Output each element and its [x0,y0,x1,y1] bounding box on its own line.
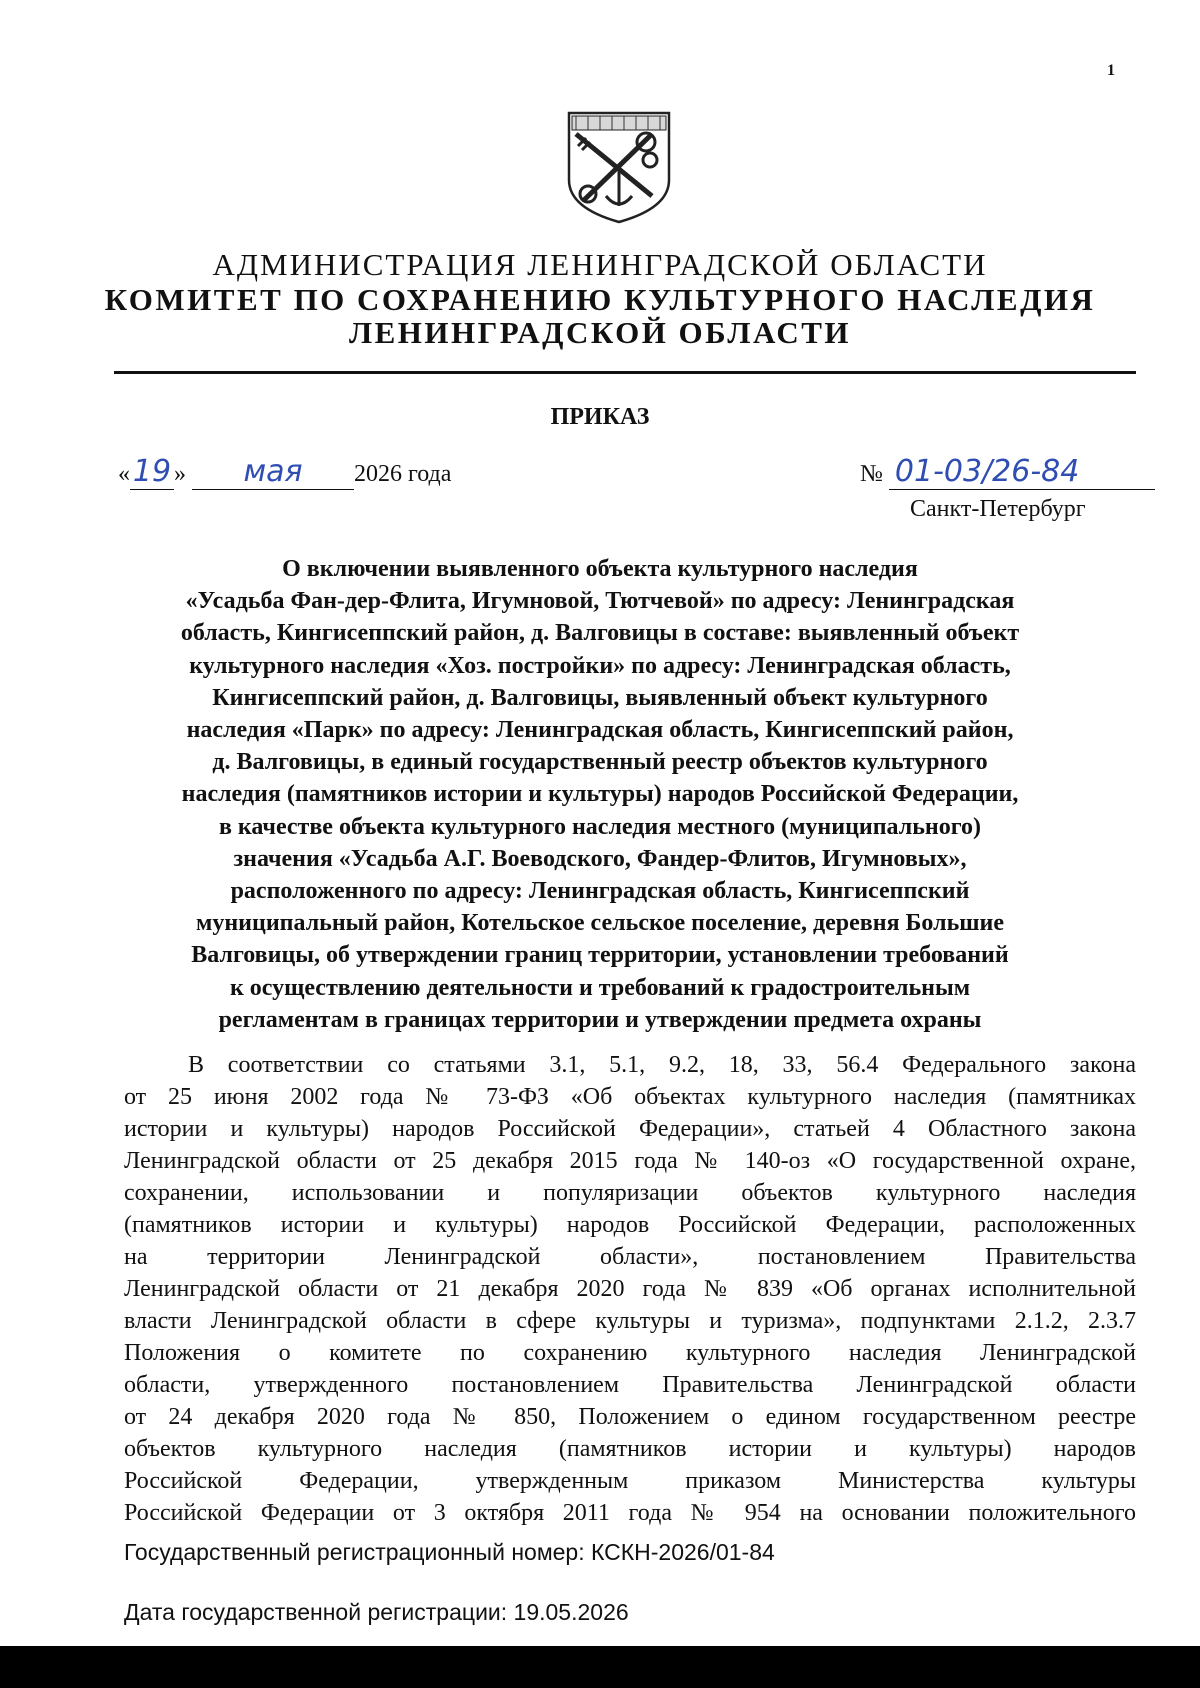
handwritten-month: мая [192,454,354,490]
scan-bottom-border [0,1646,1200,1688]
title-line: муниципальный район, Котельское сельское поселение, деревня Большие [196,910,1004,937]
body-line: (памятников истории и культуры) народов Российской Федерации, расположенных [124,1212,1136,1238]
body-line: от 25 июня 2002 года № 73-ФЗ «Об объектах культурного наследия (памятниках [124,1084,1136,1110]
body-line: В соответствии со статьями 3.1, 5.1, 9.2, 18, 33, 56.4 Федерального закона [188,1052,1136,1078]
title-line: О включении выявленного объекта культурного наследия [282,556,918,582]
body-line: сохранении, использовании и популяризации объектов культурного наследия [124,1180,1136,1206]
body-line: области, утвержденного постановлением Правительства Ленинградской области [124,1372,1136,1398]
body-line: Положения о комитете по сохранению культурного наследия Ленинградской [124,1340,1136,1366]
registration-number: Государственный регистрационный номер: КСКН-2026/01-84 [124,1539,775,1565]
title-line: наследия «Парк» по адресу: Ленинградская область, Кингисеппский район, [186,717,1014,744]
body-line: на территории Ленинградской области», постановлением Правительства [124,1244,1136,1270]
title-line: наследия (памятников истории и культуры) народов Российской Федерации, [181,781,1019,808]
administration-name: АДМИНИСТРАЦИЯ ЛЕНИНГРАДСКОЙ ОБЛАСТИ [212,247,988,282]
body-line: истории и культуры) народов Российской Федерации», статьей 4 Областного закона [124,1116,1136,1142]
title-line: к осуществлению деятельности и требований к градостроительным [229,974,971,1001]
coat-of-arms-icon [564,108,674,226]
region-name: ЛЕНИНГРАДСКОЙ ОБЛАСТИ [348,315,852,350]
title-line: область, Кингисеппский район, д. Валговицы в составе: выявленный объект [180,620,1020,647]
title-line: в качестве объекта культурного наследия местного (муниципального) [218,813,982,840]
body-line: от 24 декабря 2020 года № 850, Положением о едином государственном реестре [124,1404,1136,1430]
title-line: д. Валговицы, в единый государственный реестр объектов культурного [212,749,988,776]
order-number [860,454,1155,490]
title-line: расположенного по адресу: Ленинградская область, Кингисеппский [230,878,970,905]
body-line: Российской Федерации от 3 октября 2011 года № 954 на основании положительного [124,1500,1136,1526]
body-line: Российской Федерации, утвержденным приказом Министерства культуры [124,1468,1136,1494]
date-open-quote: « [118,461,130,487]
handwritten-day: 19 [130,454,174,490]
date-close-quote: » [174,461,186,487]
title-line: Кингисеппский район, д. Валговицы, выявленный объект культурного [212,684,988,711]
issue-city: Санкт-Петербург [910,496,1086,522]
body-line: власти Ленинградской области в сфере культуры и туризма», подпунктами 2.1.2, 2.3.7 [124,1308,1136,1334]
title-line: значения «Усадьба А.Г. Воеводского, Фандер-Флитов, Игумновых», [233,845,967,872]
order-date [118,454,451,490]
body-paragraph [124,1049,1136,1529]
handwritten-number: 01-03/26-84 [889,454,1155,490]
committee-name: КОМИТЕТ ПО СОХРАНЕНИЮ КУЛЬТУРНОГО НАСЛЕДИЯ [104,282,1096,317]
order-title [120,553,1080,1036]
page-corner-mark: 1 [1107,62,1115,79]
title-line: «Усадьба Фан-дер-Флита, Игумновой, Тютчевой» по адресу: Ленинградская [185,588,1015,615]
body-line: Ленинградской области от 21 декабря 2020 года № 839 «Об органах исполнительной [124,1276,1136,1302]
header-divider [114,371,1136,374]
date-year: 2026 года [354,461,452,487]
number-label: № [860,461,883,487]
title-line: культурного наследия «Хоз. постройки» по адресу: Ленинградская область, [189,652,1011,679]
registration-date: Дата государственной регистрации: 19.05.2026 [124,1599,629,1625]
title-line: регламентам в границах территории и утверждении предмета охраны [218,1006,982,1033]
title-line: Валговицы, об утверждении границ территории, установлении требований [191,942,1009,969]
body-line: объектов культурного наследия (памятников истории и культуры) народов [124,1436,1136,1462]
document-type: ПРИКАЗ [550,404,650,430]
body-line: Ленинградской области от 25 декабря 2015 года № 140-оз «О государственной охране, [124,1148,1136,1174]
